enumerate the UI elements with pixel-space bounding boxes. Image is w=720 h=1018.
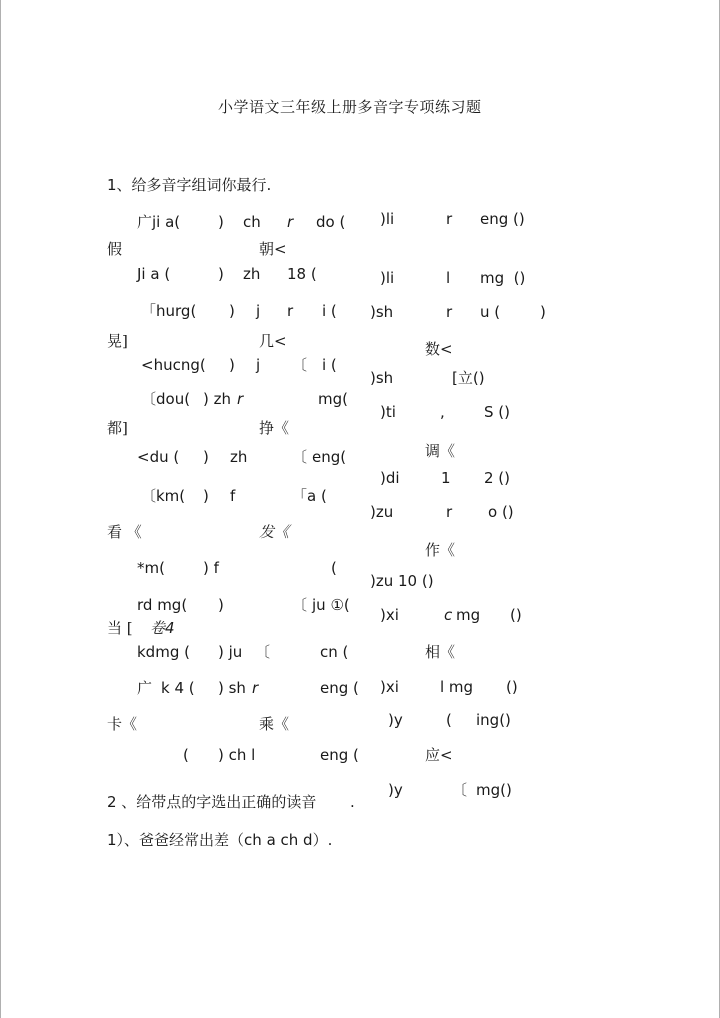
exercise-text: , <box>440 403 445 421</box>
exercise-text: c <box>444 606 453 624</box>
exercise-text: ) <box>540 303 546 321</box>
exercise-text: zh <box>243 265 261 283</box>
exercise-text: )ti <box>380 403 396 421</box>
exercise-text: 18 ( <box>287 265 317 283</box>
exercise-text: )di <box>380 469 400 487</box>
exercise-text: ) <box>229 356 235 374</box>
exercise-text: 广ji a( <box>137 213 181 231</box>
polyphone-char: 应< <box>425 746 453 764</box>
exercise-text: *m( <box>137 559 165 577</box>
exercise-text: mg( <box>318 390 348 408</box>
page-left-edge <box>0 0 1 1018</box>
exercise-text: )y <box>388 781 403 799</box>
polyphone-char: 朝< <box>259 240 287 258</box>
exercise-text: eng ( <box>320 746 359 764</box>
exercise-text: rd mg( <box>137 596 188 614</box>
exercise-text: 2 () <box>484 469 511 487</box>
exercise-text: ) <box>203 448 209 466</box>
polyphone-char: 卡《 <box>107 715 138 733</box>
exercise-text: mg() <box>476 781 512 799</box>
exercise-text: <hucng( <box>141 356 206 374</box>
polyphone-char: 相《 <box>425 643 456 661</box>
exercise-text: [立() <box>452 369 485 387</box>
exercise-text: i ( <box>322 356 337 374</box>
exercise-text: cn ( <box>320 643 349 661</box>
exercise-text: 〔 <box>255 643 271 661</box>
exercise-text: 〔km( <box>141 487 186 505</box>
exercise-text: k 4 ( <box>161 679 195 697</box>
polyphone-char: 数< <box>425 340 453 358</box>
exercise-text: 1 <box>441 469 451 487</box>
exercise-text: ) <box>218 213 224 231</box>
polyphone-char: 假 <box>107 240 123 258</box>
exercise-text: ) <box>218 265 224 283</box>
exercise-text: )zu <box>370 503 394 521</box>
exercise-text: eng () <box>480 210 525 228</box>
exercise-text: <du ( <box>137 448 180 466</box>
polyphone-char: 挣《 <box>259 419 290 437</box>
polyphone-char: 看 《 <box>107 523 142 541</box>
exercise-text: r <box>446 303 453 321</box>
exercise-text: ) f <box>203 559 219 577</box>
exercise-text: 「hurg( <box>141 302 197 320</box>
handwritten-mark: 卷4 <box>150 619 175 637</box>
exercise-text: r <box>287 213 294 231</box>
exercise-text: 「a ( <box>292 487 327 505</box>
exercise-text: ) <box>229 302 235 320</box>
exercise-text: () <box>506 678 518 696</box>
exercise-text: 〔 <box>452 781 468 799</box>
exercise-text: ) <box>203 487 209 505</box>
exercise-text: r <box>237 390 244 408</box>
exercise-text: i ( <box>322 302 337 320</box>
exercise-text: () <box>510 606 522 624</box>
section-2-heading-tail: . <box>350 793 355 811</box>
exercise-text: )li <box>380 210 395 228</box>
exercise-text: ) zh <box>203 390 232 408</box>
page-title: 小学语文三年级上册多音字专项练习题 <box>218 98 482 116</box>
exercise-text: j <box>256 356 261 374</box>
exercise-text: l <box>446 269 451 287</box>
exercise-text: mg <box>456 606 481 624</box>
exercise-text: ( <box>331 559 337 577</box>
question-1: 1）、爸爸经常出差（ch a ch d）. <box>107 831 333 849</box>
exercise-text: 〔 <box>292 448 308 466</box>
exercise-text: r <box>446 210 453 228</box>
polyphone-char: 都] <box>107 419 128 437</box>
section-2-heading: 2 、给带点的字选出正确的读音 <box>107 793 317 811</box>
exercise-text: )xi <box>380 678 399 696</box>
exercise-text: zh <box>230 448 248 466</box>
section-1-heading: 1、给多音字组词你最行. <box>107 176 272 194</box>
exercise-text: ( <box>183 746 189 764</box>
exercise-text: do ( <box>316 213 346 231</box>
exercise-text: ( <box>446 711 452 729</box>
polyphone-char: 晃] <box>107 332 128 350</box>
exercise-text: ch <box>243 213 261 231</box>
exercise-text: ) ju <box>218 643 243 661</box>
exercise-text: S () <box>484 403 510 421</box>
exercise-text: )li <box>380 269 395 287</box>
exercise-text: 〔 <box>292 356 308 374</box>
polyphone-char: 发《 <box>259 523 290 541</box>
exercise-text: 〔dou( <box>141 390 191 408</box>
exercise-text: u ( <box>480 303 501 321</box>
exercise-text: eng ( <box>320 679 359 697</box>
exercise-text: 广 <box>137 679 153 697</box>
exercise-text: ju ①( <box>312 596 350 614</box>
exercise-text: ) ch l <box>218 746 256 764</box>
exercise-text: )y <box>388 711 403 729</box>
exercise-text: ) sh <box>218 679 246 697</box>
exercise-text: o () <box>488 503 514 521</box>
exercise-text: f <box>230 487 236 505</box>
exercise-text: ) <box>218 596 224 614</box>
exercise-text: )zu 10 () <box>370 572 434 590</box>
exercise-text: 〔 <box>292 596 308 614</box>
polyphone-char: 调《 <box>425 442 456 460</box>
exercise-text: )xi <box>380 606 399 624</box>
exercise-text: ing() <box>476 711 511 729</box>
exercise-text: )sh <box>370 303 394 321</box>
polyphone-char: 当 [ <box>107 619 133 637</box>
exercise-text: Ji a ( <box>137 265 171 283</box>
polyphone-char: 乘《 <box>259 715 290 733</box>
exercise-text: r <box>287 302 294 320</box>
exercise-text: l mg <box>440 678 474 696</box>
polyphone-char: 几< <box>259 332 287 350</box>
exercise-text: eng( <box>312 448 347 466</box>
exercise-text: kdmg ( <box>137 643 190 661</box>
exercise-text: )sh <box>370 369 394 387</box>
polyphone-char: 作《 <box>425 541 456 559</box>
exercise-text: r <box>252 679 259 697</box>
exercise-text: r <box>446 503 453 521</box>
exercise-text: mg () <box>480 269 526 287</box>
exercise-text: j <box>256 302 261 320</box>
